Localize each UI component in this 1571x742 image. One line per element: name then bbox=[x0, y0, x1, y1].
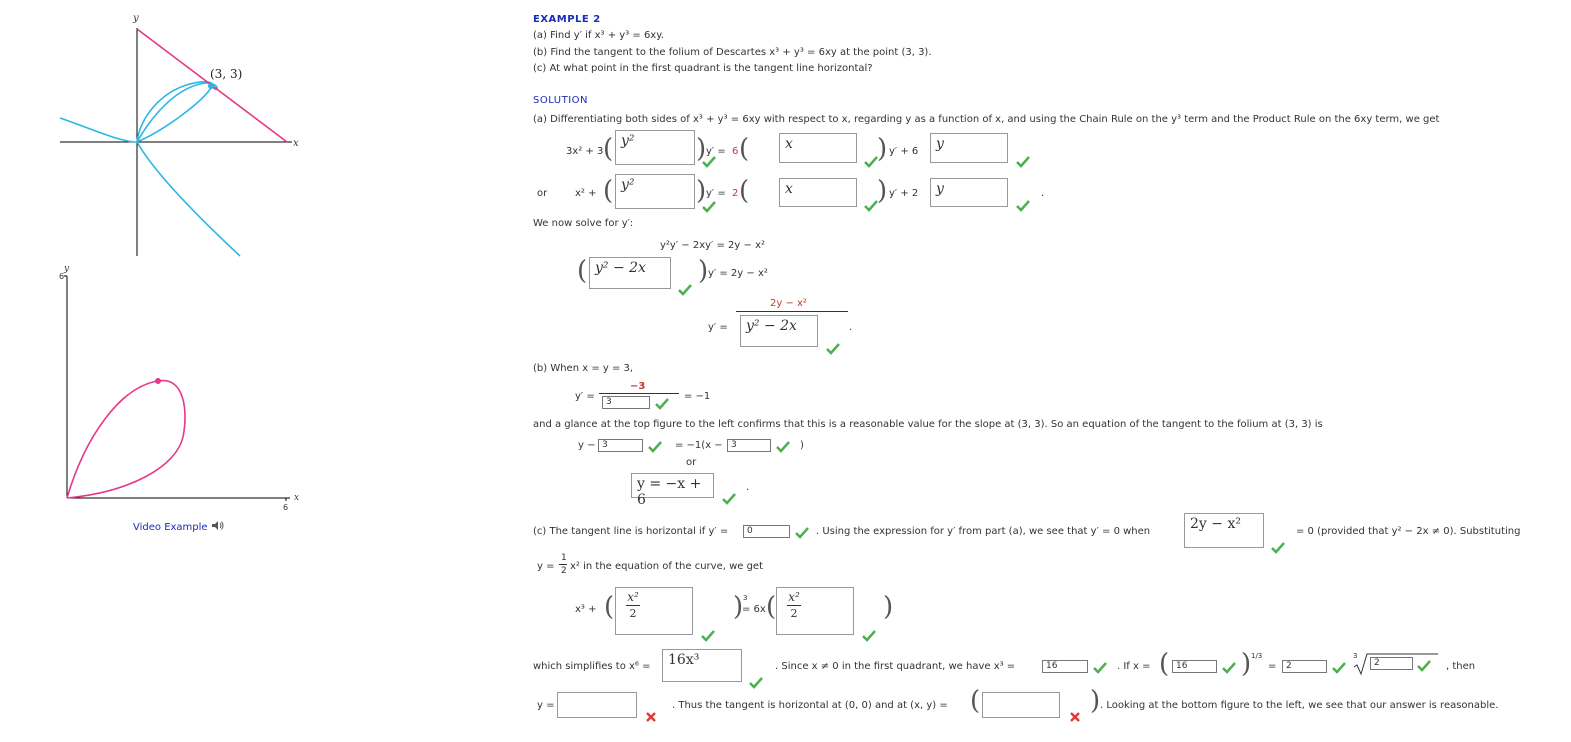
x-mark-icon bbox=[644, 711, 658, 723]
check-icon bbox=[862, 630, 876, 642]
check-icon bbox=[1016, 156, 1030, 168]
eq1-box3-input[interactable]: y bbox=[930, 133, 1008, 163]
folium-loop bbox=[137, 82, 213, 142]
b-when: (b) When x = y = 3, bbox=[533, 363, 634, 374]
solve-paren-close: ) bbox=[698, 256, 709, 286]
top-y-axis-label: y bbox=[133, 13, 139, 24]
check-icon bbox=[795, 527, 809, 539]
c-if: . If x = bbox=[1117, 661, 1151, 672]
c-since: . Since x ≠ 0 in the first quadrant, we have x³ = bbox=[775, 661, 1016, 672]
solve-line2-rhs: y′ = 2y − x² bbox=[708, 268, 768, 279]
eq1-coef: 6 bbox=[732, 146, 739, 157]
c-text2: . Using the expression for y′ from part (a), we see that y′ = 0 when bbox=[816, 526, 1151, 537]
c-text1: (c) The tangent line is horizontal if y′ = bbox=[533, 526, 729, 537]
c-y-input[interactable] bbox=[557, 692, 637, 718]
check-icon bbox=[826, 343, 840, 355]
check-icon bbox=[1222, 662, 1236, 674]
folium-loop-figure bbox=[0, 262, 320, 517]
c-eq-lead: x³ + bbox=[575, 604, 597, 615]
folium-curve bbox=[60, 83, 240, 256]
check-icon bbox=[864, 156, 878, 168]
c-end: . Looking at the bottom figure to the left, we see that our answer is reasonable. bbox=[1100, 700, 1499, 711]
c-sub-lhs: y = bbox=[537, 561, 555, 572]
c-sub-numerator: 1 bbox=[561, 553, 567, 563]
folium-tangent-figure bbox=[0, 0, 320, 262]
b-eq-mid: = −1(x − bbox=[675, 440, 723, 451]
eq1-paren: ( bbox=[603, 134, 614, 164]
eq2-paren: ( bbox=[603, 176, 614, 206]
solution-a-intro: (a) Differentiating both sides of x³ + y³ = 6xy with respect to x, regarding y as a function of x, and using the Chain Rule on the y³ term and the Product Rule on the 6xy term, we get bbox=[533, 114, 1440, 125]
c-eq-box2-numerator: x² bbox=[788, 590, 800, 604]
c-eq-box1-bar bbox=[626, 605, 640, 606]
eq2-paren-close: ) bbox=[696, 176, 707, 206]
check-icon bbox=[678, 284, 692, 296]
solve-box1-input[interactable]: y² − 2x bbox=[589, 257, 671, 289]
eq2-box1-input[interactable]: y² bbox=[615, 174, 695, 209]
eq2-or: or bbox=[537, 188, 548, 199]
solve-paren: ( bbox=[577, 256, 588, 286]
check-icon bbox=[749, 677, 763, 689]
check-icon bbox=[1016, 200, 1030, 212]
b-frac-bar bbox=[599, 393, 679, 394]
eq1-paren-close: ) bbox=[696, 134, 707, 164]
eq1-mid1: y′ = bbox=[706, 146, 726, 157]
check-icon bbox=[701, 630, 715, 642]
c-then: , then bbox=[1446, 661, 1476, 672]
eq2-box2-input[interactable]: x bbox=[779, 178, 857, 207]
b-text: and a glance at the top figure to the left confirms that this is a reasonable value for the slope at (3, 3). So an equation of the tangent to the folium at (3, 3) is bbox=[533, 419, 1323, 430]
eq2-paren2: ( bbox=[739, 176, 750, 206]
b-eq-end: ) bbox=[800, 440, 804, 451]
c-if-paren: ( bbox=[1159, 649, 1170, 679]
b-lhs: y′ = bbox=[575, 391, 595, 402]
c-text3: = 0 (provided that y² − 2x ≠ 0). Substituting bbox=[1296, 526, 1521, 537]
c-simp-input[interactable]: 16x³ bbox=[662, 649, 742, 682]
eq2-paren2-close: ) bbox=[877, 176, 888, 206]
c-sub-frac-bar bbox=[559, 564, 567, 565]
c-eq-box2-input[interactable] bbox=[776, 587, 854, 635]
folium-loop-curve bbox=[67, 381, 185, 498]
b-or: or bbox=[686, 457, 697, 468]
eq2-coef: 2 bbox=[732, 188, 739, 199]
c-thus: . Thus the tangent is horizontal at (0, 0) and at (x, y) = bbox=[672, 700, 948, 711]
eq1-paren2-close: ) bbox=[877, 134, 888, 164]
bottom-y-axis-label: y bbox=[64, 264, 70, 274]
c-eq-mid: = 6x bbox=[742, 604, 766, 615]
bottom-y-tick-label: 6 bbox=[59, 272, 65, 281]
c-if-eq: = bbox=[1268, 661, 1277, 672]
c-eq-paren2-close: ) bbox=[883, 592, 894, 622]
bottom-x-tick-label: 6 bbox=[283, 503, 289, 512]
check-icon bbox=[655, 398, 669, 410]
solve-line1: y²y′ − 2xy′ = 2y − x² bbox=[660, 240, 765, 251]
c-root-input[interactable]: 2 bbox=[1370, 657, 1413, 670]
solve-intro: We now solve for y′: bbox=[533, 218, 634, 229]
check-icon bbox=[648, 441, 662, 453]
b-eq-box1-input[interactable]: 3 bbox=[598, 439, 643, 452]
c-if-power: 1/3 bbox=[1251, 652, 1263, 660]
b-final-end: . bbox=[746, 482, 750, 493]
check-icon bbox=[1093, 662, 1107, 674]
c-eq-input[interactable]: 2 bbox=[1282, 660, 1327, 673]
check-icon bbox=[722, 493, 736, 505]
check-icon bbox=[1417, 660, 1431, 672]
top-point bbox=[155, 378, 161, 384]
top-x-axis-label: x bbox=[293, 138, 299, 149]
b-denominator-input[interactable]: 3 bbox=[602, 396, 650, 409]
check-icon bbox=[776, 441, 790, 453]
c-sub-denominator: 2 bbox=[561, 566, 567, 576]
point-label: (3, 3) bbox=[210, 67, 243, 81]
eq2-box3-input[interactable]: y bbox=[930, 178, 1008, 207]
c-point-input[interactable] bbox=[982, 692, 1060, 718]
c-eq-box2-bar bbox=[787, 605, 801, 606]
bottom-x-axis-label: x bbox=[294, 493, 300, 503]
c-y-lhs: y = bbox=[537, 700, 555, 711]
c-if-input[interactable]: 16 bbox=[1172, 660, 1217, 673]
eq1-box1-input[interactable]: y² bbox=[615, 130, 695, 165]
check-icon bbox=[864, 200, 878, 212]
c-pt-paren: ( bbox=[970, 686, 981, 716]
c-eq-box2-denominator: 2 bbox=[790, 607, 798, 620]
c-simp: which simplifies to x⁶ = bbox=[533, 661, 651, 672]
check-icon bbox=[1332, 662, 1346, 674]
c-if-paren-close: ) bbox=[1241, 649, 1252, 679]
b-eq-box2-input[interactable]: 3 bbox=[727, 439, 771, 452]
solution-heading: SOLUTION bbox=[533, 95, 589, 106]
c-root-index: 3 bbox=[1353, 652, 1358, 660]
solve-frac-bar bbox=[736, 311, 848, 312]
c-sub-rest: x² in the equation of the curve, we get bbox=[570, 561, 764, 572]
video-example-link[interactable] bbox=[133, 520, 224, 533]
tangency-point bbox=[208, 83, 214, 89]
b-eq-lhs: y − bbox=[578, 440, 596, 451]
example-part-c: (c) At what point in the first quadrant is the tangent line horizontal? bbox=[533, 63, 873, 74]
solve-frac-lhs: y′ = bbox=[708, 322, 728, 333]
speaker-icon bbox=[211, 520, 224, 531]
c-eq-paren2: ( bbox=[766, 592, 777, 622]
solve-frac-numerator: 2y − x² bbox=[770, 298, 807, 309]
b-numerator: −3 bbox=[630, 381, 646, 392]
c-box1-input[interactable]: 0 bbox=[743, 525, 790, 538]
c-eq-box1-input[interactable] bbox=[615, 587, 693, 635]
example-heading: EXAMPLE 2 bbox=[533, 14, 601, 25]
eq2-end: . bbox=[1041, 188, 1045, 199]
eq1-mid2: y′ + 6 bbox=[889, 146, 919, 157]
c-eq-box1-denominator: 2 bbox=[629, 607, 637, 620]
c-x3-input[interactable]: 16 bbox=[1042, 660, 1088, 673]
check-icon bbox=[1271, 542, 1285, 554]
eq1-lead: 3x² + 3 bbox=[566, 146, 604, 157]
eq2-mid2: y′ + 2 bbox=[889, 188, 919, 199]
eq2-lead: x² + bbox=[575, 188, 597, 199]
c-eq-box1-numerator: x² bbox=[627, 590, 639, 604]
c-eq-power: 3 bbox=[743, 594, 748, 602]
video-example-label: Video Example bbox=[133, 522, 208, 533]
b-final-input[interactable]: y = −x + 6 bbox=[631, 473, 714, 498]
b-result: = −1 bbox=[684, 391, 711, 402]
c-eq-paren: ( bbox=[604, 592, 615, 622]
eq1-box2-input[interactable]: x bbox=[779, 133, 857, 163]
example-part-a: (a) Find y′ if x³ + y³ = 6xy. bbox=[533, 30, 664, 41]
c-box2-input[interactable]: 2y − x² bbox=[1184, 513, 1264, 548]
c-eq-paren-close: ) bbox=[733, 592, 744, 622]
eq1-paren2: ( bbox=[739, 134, 750, 164]
solve-frac-box-input[interactable]: y² − 2x bbox=[740, 315, 818, 347]
c-pt-paren-close: ) bbox=[1090, 686, 1101, 716]
solve-end: . bbox=[849, 322, 853, 333]
x-mark-icon bbox=[1068, 711, 1082, 723]
example-part-b: (b) Find the tangent to the folium of Descartes x³ + y³ = 6xy at the point (3, 3). bbox=[533, 47, 932, 58]
eq2-mid1: y′ = bbox=[706, 188, 726, 199]
